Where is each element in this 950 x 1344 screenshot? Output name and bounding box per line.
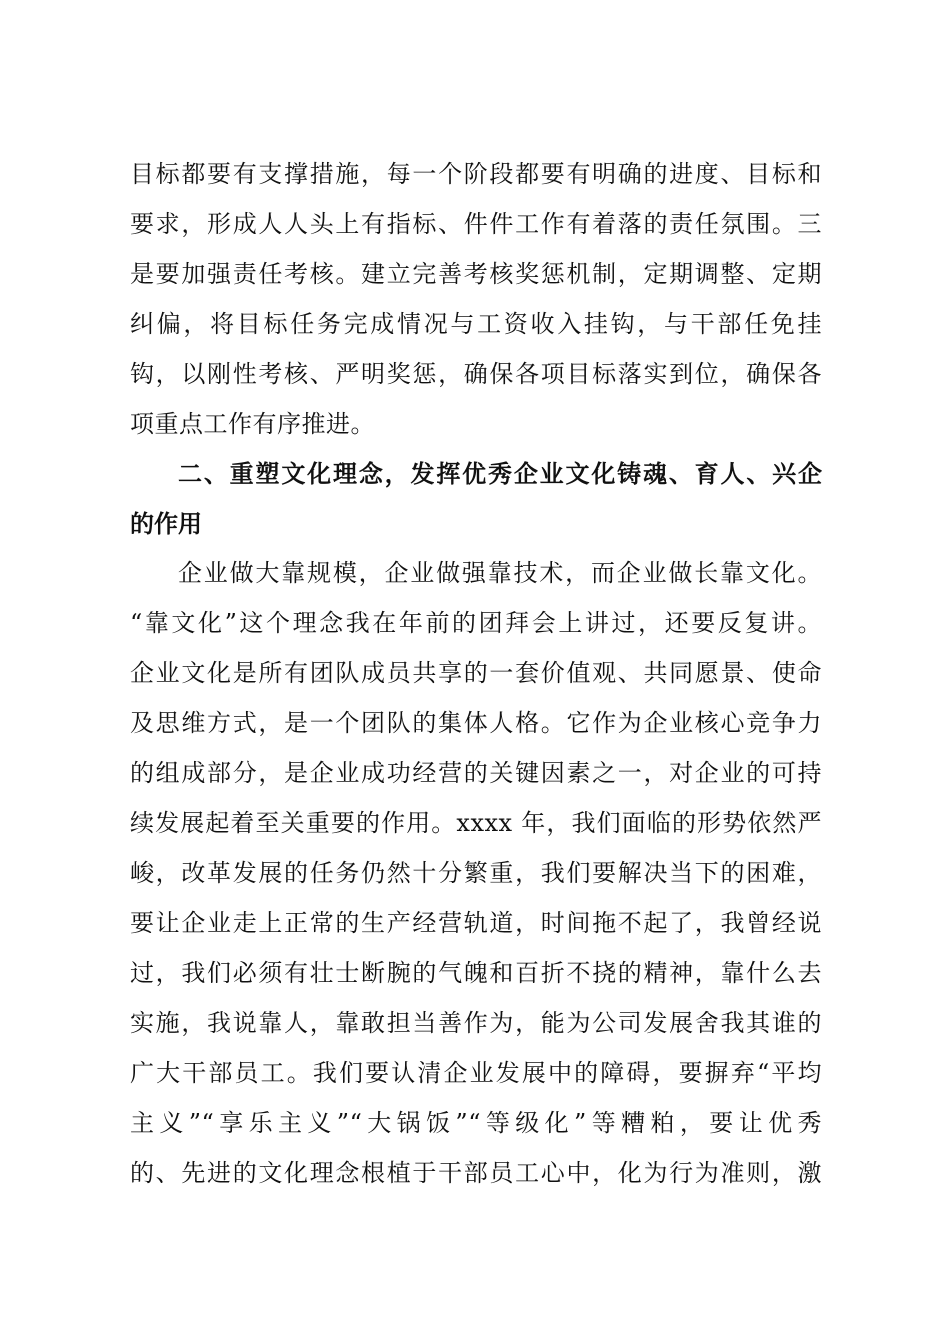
paragraph-1-line-3: 是要加强责任考核。建立完善考核奖惩机制，定期调整、定期 xyxy=(130,260,822,288)
paragraph-1-line-6: 项重点工作有序推进。 xyxy=(130,410,375,438)
paragraph-2-line-9: 过，我们必须有壮士断腕的气魄和百折不挠的精神，靠什么去 xyxy=(130,959,822,987)
paragraph-2-line-5: 的组成部分，是企业成功经营的关键因素之一，对企业的可持 xyxy=(130,759,822,787)
paragraph-2-line-11: 广大干部员工。我们要认清企业发展中的障碍，要摒弃“平均 xyxy=(130,1059,822,1087)
paragraph-1-line-4: 纠偏，将目标任务完成情况与工资收入挂钩，与干部任免挂 xyxy=(130,310,822,338)
paragraph-1-line-1: 目标都要有支撑措施，每一个阶段都要有明确的进度、目标和 xyxy=(130,160,822,188)
paragraph-2-line-3: 企业文化是所有团队成员共享的一套价值观、共同愿景、使命 xyxy=(130,659,822,687)
paragraph-1-line-2: 要求，形成人人头上有指标、件件工作有着落的责任氛围。三 xyxy=(130,210,822,238)
paragraph-1-line-5: 钩，以刚性考核、严明奖惩，确保各项目标落实到位，确保各 xyxy=(130,360,822,388)
paragraph-2-line-6: 续发展起着至关重要的作用。xxxx 年，我们面临的形势依然严 xyxy=(130,809,822,837)
section-heading-2-line-2: 的作用 xyxy=(130,510,202,538)
paragraph-2-line-4: 及思维方式，是一个团队的集体人格。它作为企业核心竞争力 xyxy=(130,709,822,737)
section-heading-2-line-1: 二、重塑文化理念，发挥优秀企业文化铸魂、育人、兴企 xyxy=(178,460,822,488)
paragraph-2-line-1: 企业做大靠规模，企业做强靠技术，而企业做长靠文化。 xyxy=(178,559,822,587)
paragraph-2-line-8: 要让企业走上正常的生产经营轨道，时间拖不起了，我曾经说 xyxy=(130,909,822,937)
paragraph-2-line-13: 的、先进的文化理念根植于干部员工心中，化为行为准则，激 xyxy=(130,1159,822,1187)
paragraph-2-line-2: “靠文化”这个理念我在年前的团拜会上讲过，还要反复讲。 xyxy=(130,609,822,637)
paragraph-2-line-7: 峻，改革发展的任务仍然十分繁重，我们要解决当下的困难， xyxy=(130,859,822,887)
paragraph-2-line-10: 实施，我说靠人，靠敢担当善作为，能为公司发展舍我其谁的 xyxy=(130,1009,822,1037)
paragraph-2-line-12: 主义”“享乐主义”“大锅饭”“等级化”等糟粕，要让优秀 xyxy=(130,1109,822,1137)
